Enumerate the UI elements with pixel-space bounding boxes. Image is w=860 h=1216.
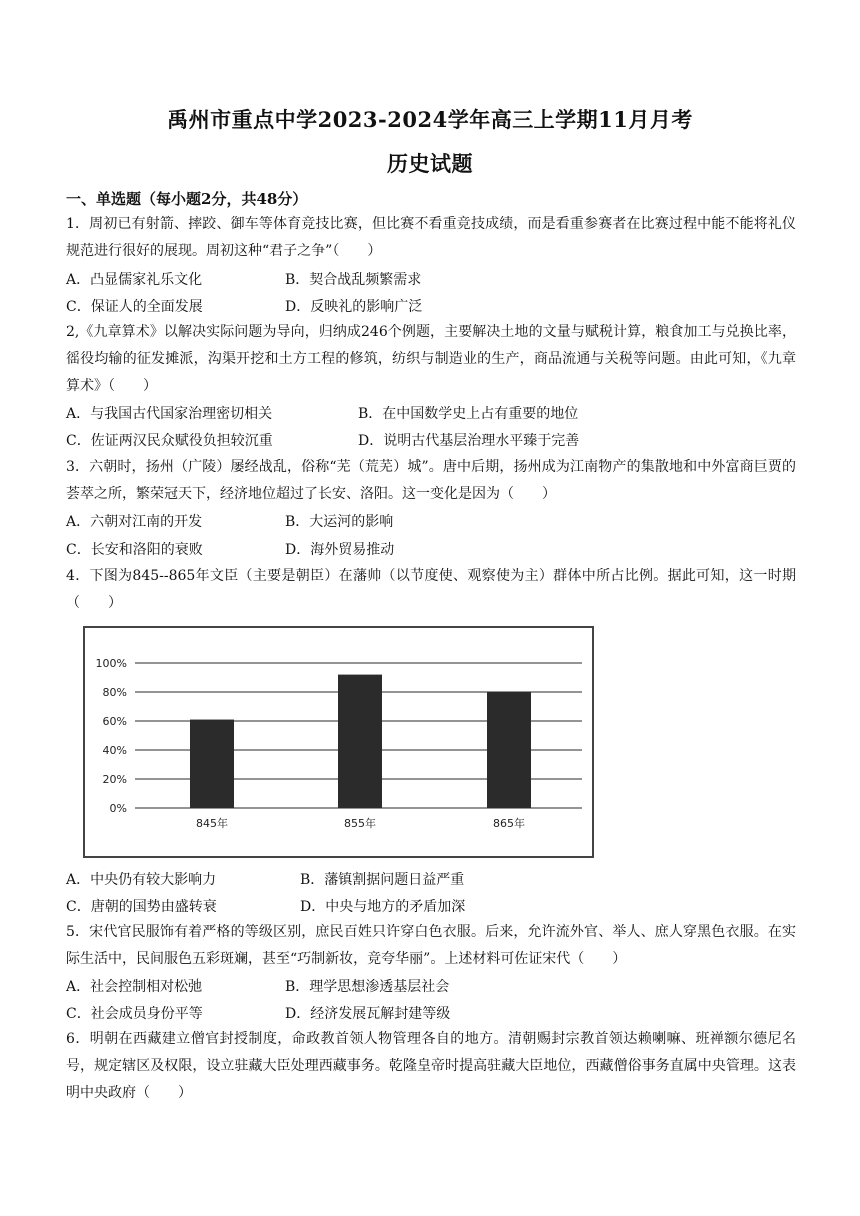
question-3-option-a: A．六朝对江南的开发	[66, 514, 203, 530]
y-tick-label: 0%	[109, 802, 127, 815]
question-1-option-b: B．契合战乱频繁需求	[285, 272, 422, 288]
question-4-option-a: A．中央仍有较大影响力	[66, 872, 217, 888]
question-4-option-c: C．唐朝的国势由盛转衰	[66, 899, 217, 915]
bar-865年	[487, 692, 531, 808]
x-tick-label: 865年	[493, 817, 525, 830]
bar-chart	[83, 626, 594, 858]
y-tick-label: 80%	[102, 686, 127, 699]
question-3-option-b: B．大运河的影响	[285, 514, 394, 530]
question-3-option-c: C．长安和洛阳的衰败	[66, 542, 203, 558]
y-tick-label: 100%	[95, 657, 127, 670]
question-2-option-c: C．佐证两汉民众赋役负担较沉重	[66, 433, 273, 449]
question-5-option-c: C．社会成员身份平等	[66, 1006, 203, 1022]
question-5-option-d: D．经济发展瓦解封建等级	[285, 1006, 451, 1022]
y-tick-label: 20%	[102, 773, 127, 786]
y-tick-label: 40%	[102, 744, 127, 757]
question-2-option-d: D．说明古代基层治理水平臻于完善	[358, 433, 580, 449]
question-3-stem: 3．六朝时，扬州（广陵）屡经战乱，俗称“芜（荒芜）城”。唐中后期，扬州成为江南物产的集散地和中外富商巨贾的荟萃之所，繁荣冠天下，经济地位超过了长安、洛阳。这一变化是因为（ ）	[66, 459, 796, 502]
question-2-stem: 2,《九章算术》以解决实际问题为导向，归纳成246个例题，主要解决土地的文量与赋税计算，粮食加工与兑换比率，徭役均输的征发摊派，沟渠开挖和土方工程的修筑，纺织与制造业的生产，商品流通与关税等问题。由此可知，《九章算术》（ ）	[66, 324, 796, 394]
question-1-stem: 1．周初已有射箭、摔跤、御车等体育竞技比赛，但比赛不看重竞技成绩，而是看重参赛者在比赛过程中能不能将礼仪规范进行很好的展现。周初这种“君子之争”（ ）	[66, 216, 796, 259]
y-tick-label: 60%	[102, 715, 127, 728]
question-6-stem: 6．明朝在西藏建立僧官封授制度，命政教首领人物管理各自的地方。清朝赐封宗教首领达赖喇嘛、班禅额尔德尼名号，规定辖区及权限，设立驻藏大臣处理西藏事务。乾隆皇帝时提高驻藏大臣地位，西藏僧俗事务直属中央管理。这表明中央政府（ ）	[66, 1031, 796, 1101]
question-5-option-b: B．理学思想渗透基层社会	[285, 979, 450, 995]
question-2-option-b: B．在中国数学史上占有重要的地位	[358, 406, 579, 422]
exam-title: 禹州市重点中学2023-2024学年高三上学期11月月考	[167, 107, 693, 132]
question-5-stem: 5．宋代官民服饰有着严格的等级区别，庶民百姓只许穿白色衣服。后来，允许流外官、举人、庶人穿黑色衣服。在实际生活中，民间服色五彩斑斓，甚至“巧制新妆，竞夸华丽”。上述材料可佐证宋代（ ）	[66, 924, 796, 967]
question-2-option-a: A．与我国古代国家治理密切相关	[66, 406, 273, 422]
question-4-option-d: D．中央与地方的矛盾加深	[300, 899, 466, 915]
question-4-stem: 4．下图为845--865年文臣（主要是朝臣）在藩帅（以节度使、观察使为主）群体中所占比例。据此可知，这一时期（ ）	[66, 568, 796, 611]
x-tick-label: 845年	[196, 817, 228, 830]
question-1-option-d: D．反映礼的影响广泛	[285, 299, 423, 315]
bar-chart-svg	[85, 628, 592, 856]
question-1-option-c: C．保证人的全面发展	[66, 299, 203, 315]
question-3-option-d: D．海外贸易推动	[285, 542, 395, 558]
exam-subtitle: 历史试题	[387, 151, 473, 176]
question-1-option-a: A．凸显儒家礼乐文化	[66, 272, 203, 288]
question-5-option-a: A．社会控制相对松弛	[66, 979, 203, 995]
bar-855年	[338, 675, 382, 808]
x-tick-label: 855年	[344, 817, 376, 830]
bar-845年	[190, 720, 234, 808]
question-4-option-b: B．藩镇割据问题日益严重	[300, 872, 465, 888]
section-heading: 一、单选题（每小题2分，共48分）	[66, 190, 308, 208]
